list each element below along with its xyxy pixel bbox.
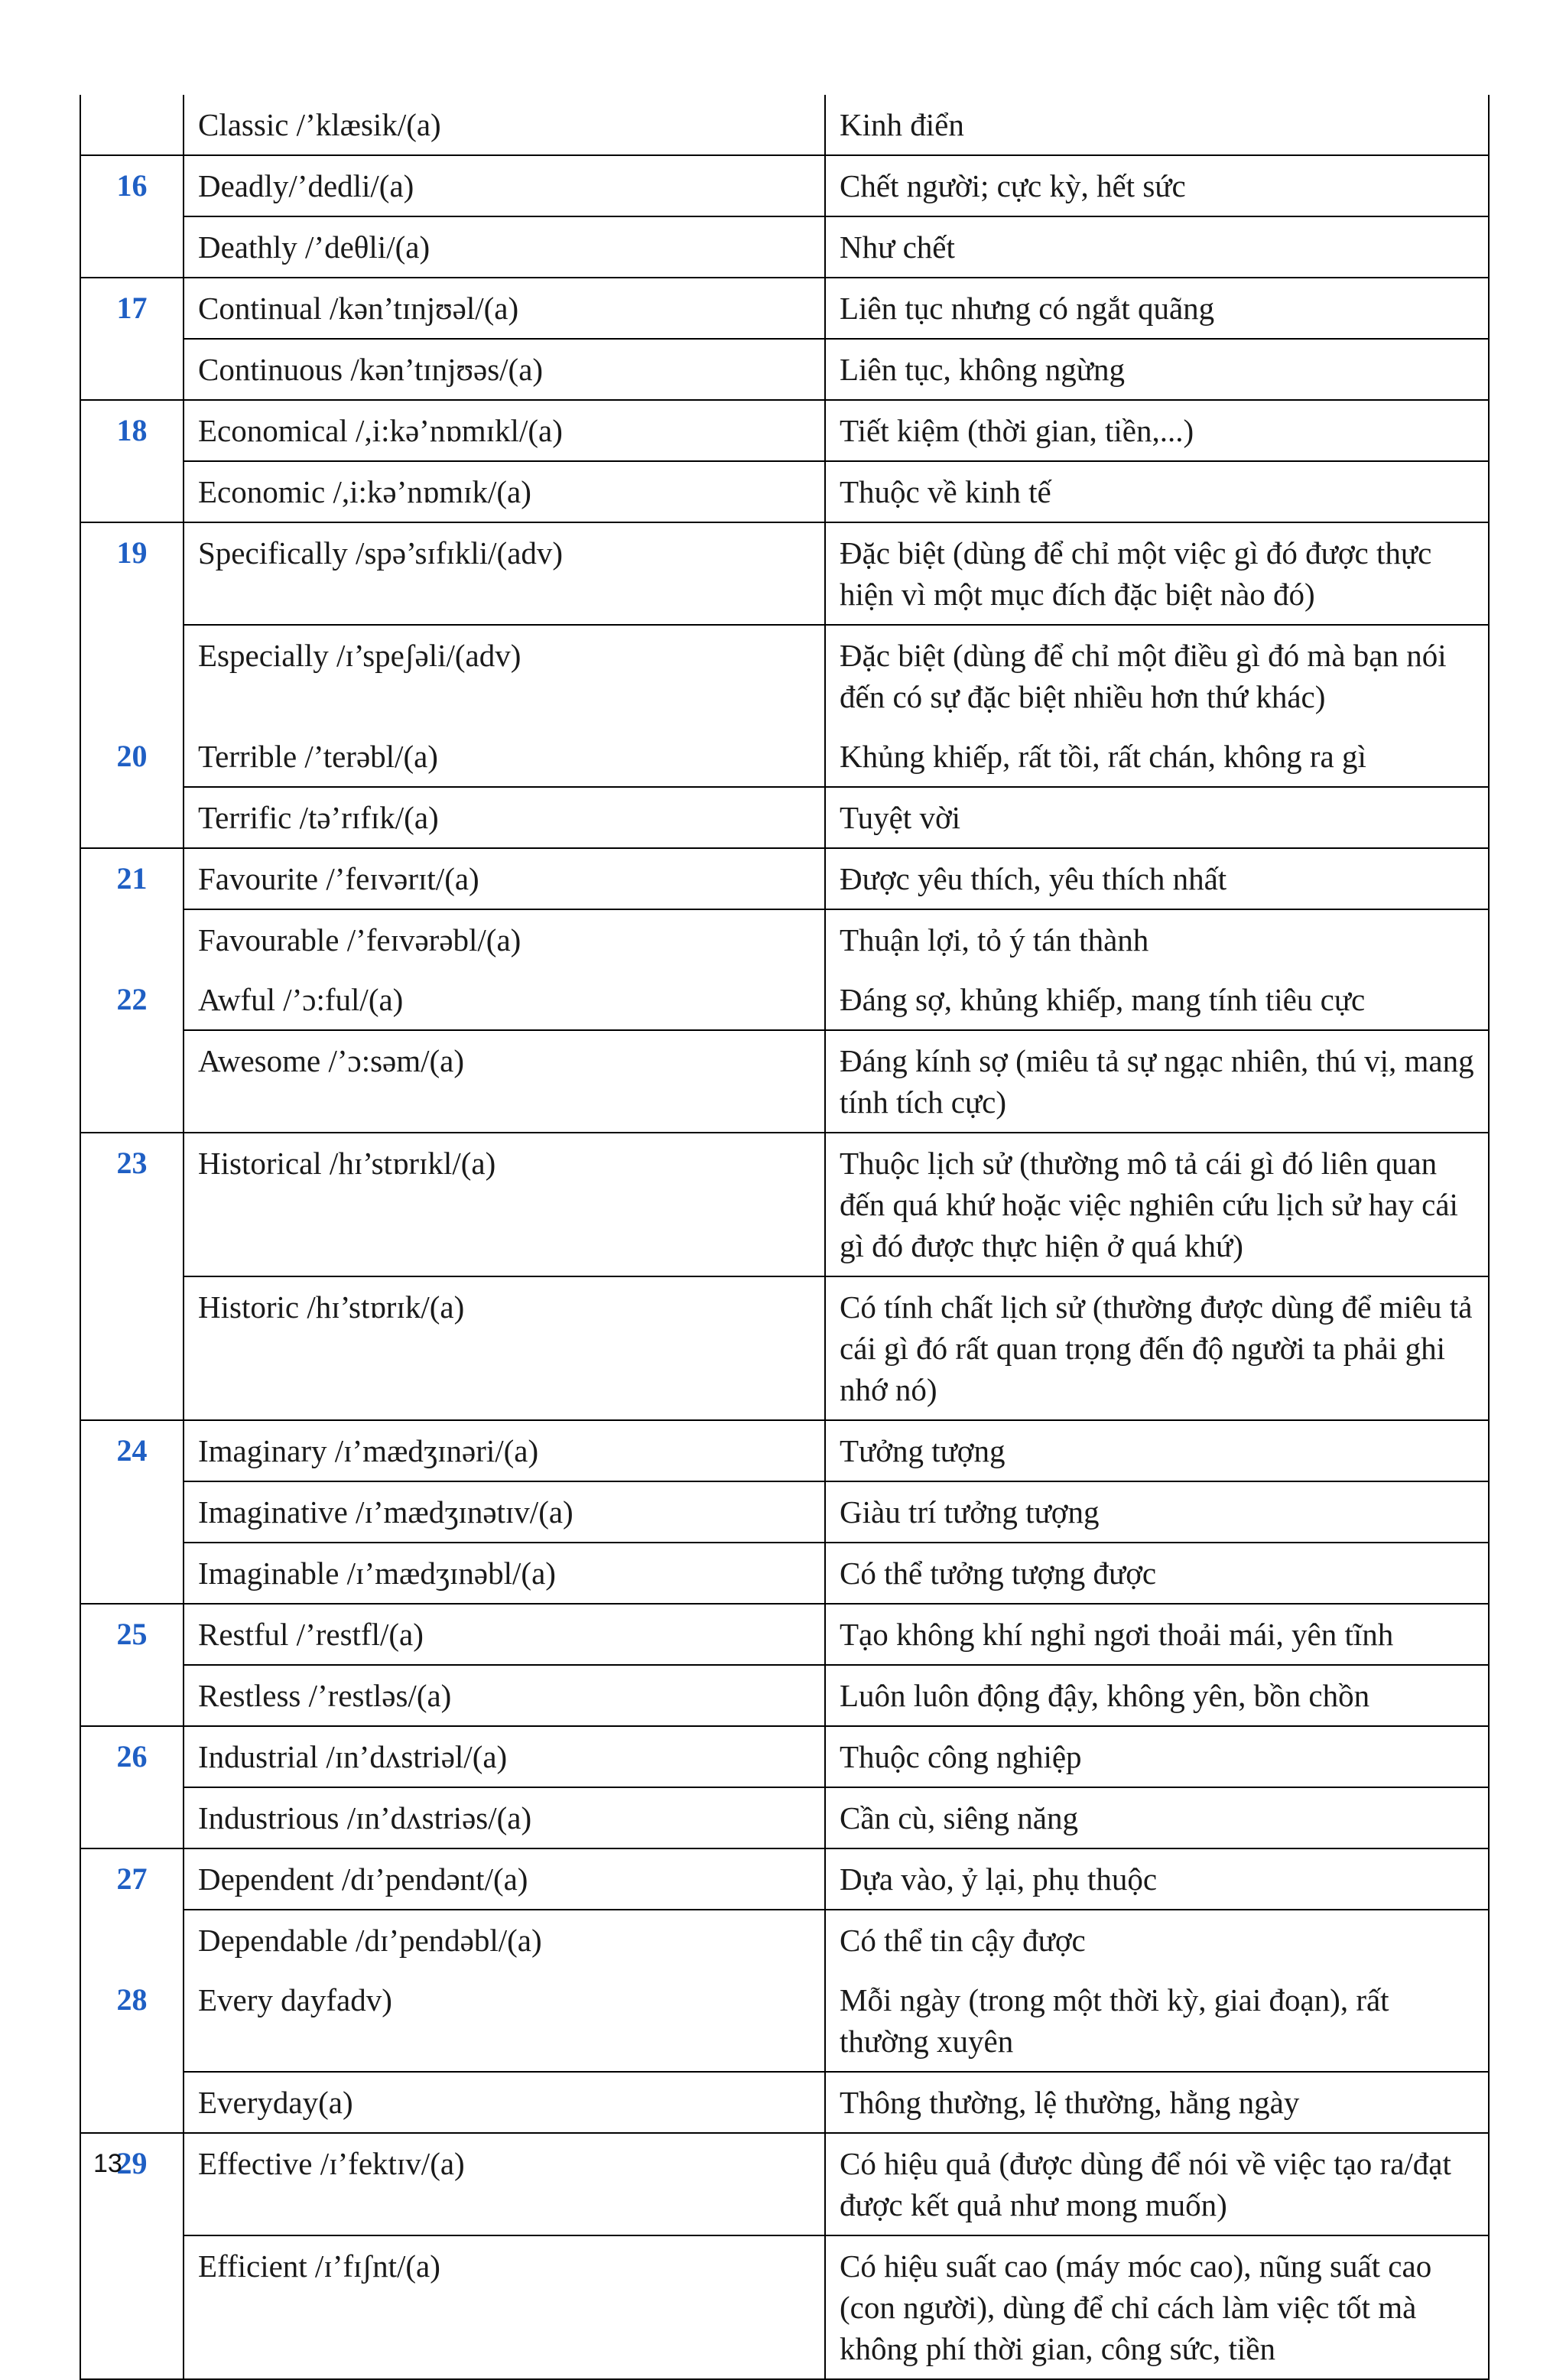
table-row: [80, 1604, 1489, 1665]
meaning-cell: Giàu trí tưởng tượng: [825, 1481, 1489, 1543]
word-cell: Everyday(a): [184, 2072, 825, 2133]
word-cell: Dependent /dɪ’pendənt/(a): [184, 1848, 825, 1910]
row-number: [80, 1665, 184, 1726]
meaning-cell: Được yêu thích, yêu thích nhất: [825, 848, 1489, 909]
table-row: [80, 848, 1489, 909]
word-cell: Historic /hɪ’stɒrɪk/(a): [184, 1276, 825, 1420]
row-number: 26: [80, 1726, 184, 1787]
meaning-cell: Có hiệu quả (được dùng để nói về việc tạo ra/đạt được kết quả như mong muốn): [825, 2133, 1489, 2235]
row-number: 28: [80, 1970, 184, 2072]
word-cell: Economic /,i:kə’nɒmɪk/(a): [184, 461, 825, 522]
meaning-cell: Tuyệt vời: [825, 787, 1489, 848]
word-cell: Awful /’ɔ:ful/(a): [184, 970, 825, 1030]
row-number: [80, 1481, 184, 1543]
word-cell: Continuous /kən’tɪnjʊəs/(a): [184, 339, 825, 400]
meaning-cell: Luôn luôn động đậy, không yên, bồn chồn: [825, 1665, 1489, 1726]
meaning-cell: Có tính chất lịch sử (thường được dùng để miêu tả cái gì đó rất quan trọng đến độ người ta phải ghi nhớ nó): [825, 1276, 1489, 1420]
word-cell: Imaginary /ɪ’mædʒɪnəri/(a): [184, 1420, 825, 1481]
table-row: [80, 1970, 1489, 2072]
row-number: 19: [80, 522, 184, 625]
row-number: [80, 2235, 184, 2379]
word-cell: Dependable /dɪ’pendəbl/(a): [184, 1910, 825, 1970]
meaning-cell: Thuộc công nghiệp: [825, 1726, 1489, 1787]
meaning-cell: Liên tục nhưng có ngắt quãng: [825, 278, 1489, 339]
row-number: [80, 625, 184, 727]
meaning-cell: Thuộc lịch sử (thường mô tả cái gì đó liên quan đến quá khứ hoặc việc nghiên cứu lịch sử hay cái gì đó được thực hiện ở quá khứ): [825, 1133, 1489, 1276]
row-number: [80, 1787, 184, 1848]
table-row: [80, 625, 1489, 727]
table-row: [80, 522, 1489, 625]
row-number: [80, 2072, 184, 2133]
meaning-cell: Tưởng tượng: [825, 1420, 1489, 1481]
page-number: 13: [93, 2149, 122, 2178]
row-number: 17: [80, 278, 184, 339]
meaning-cell: Thuận lợi, tỏ ý tán thành: [825, 909, 1489, 970]
table-row: [80, 95, 1489, 155]
word-cell: Restful /’restfl/(a): [184, 1604, 825, 1665]
table-row: [80, 461, 1489, 522]
row-number: [80, 1276, 184, 1420]
table-row: [80, 909, 1489, 970]
vocabulary-table: [80, 95, 1490, 2380]
word-cell: Classic /’klæsik/(a): [184, 95, 825, 155]
word-cell: Restless /’restləs/(a): [184, 1665, 825, 1726]
row-number: [80, 909, 184, 970]
table-row: [80, 970, 1489, 1030]
word-cell: Every dayfadv): [184, 1970, 825, 2072]
table-row: [80, 1420, 1489, 1481]
table-row: [80, 727, 1489, 787]
row-number: 18: [80, 400, 184, 461]
word-cell: Economical /,i:kə’nɒmɪkl/(a): [184, 400, 825, 461]
meaning-cell: Có thể tin cậy được: [825, 1910, 1489, 1970]
table-row: [80, 787, 1489, 848]
word-cell: Effective /ɪ’fektɪv/(a): [184, 2133, 825, 2235]
row-number: [80, 339, 184, 400]
row-number: [80, 216, 184, 278]
table-row: [80, 1543, 1489, 1604]
row-number: 24: [80, 1420, 184, 1481]
word-cell: Favourite /’feɪvərɪt/(a): [184, 848, 825, 909]
word-cell: Imaginable /ɪ’mædʒɪnəbl/(a): [184, 1543, 825, 1604]
meaning-cell: Đặc biệt (dùng để chỉ một việc gì đó được thực hiện vì một mục đích đặc biệt nào đó): [825, 522, 1489, 625]
table-row: [80, 1665, 1489, 1726]
word-cell: Specifically /spə’sɪfɪkli/(adv): [184, 522, 825, 625]
table-row: [80, 1133, 1489, 1276]
table-row: [80, 339, 1489, 400]
row-number: 27: [80, 1848, 184, 1910]
word-cell: Awesome /’ɔ:səm/(a): [184, 1030, 825, 1133]
meaning-cell: Dựa vào, ỷ lại, phụ thuộc: [825, 1848, 1489, 1910]
table-row: [80, 1910, 1489, 1970]
word-cell: Industrious /ɪn’dʌstriəs/(a): [184, 1787, 825, 1848]
table-row: [80, 1276, 1489, 1420]
word-cell: Deadly/’dedli/(a): [184, 155, 825, 216]
meaning-cell: Chết người; cực kỳ, hết sức: [825, 155, 1489, 216]
table-row: [80, 1726, 1489, 1787]
word-cell: Especially /ɪ’speʃəli/(adv): [184, 625, 825, 727]
row-number: [80, 95, 184, 155]
row-number: [80, 1543, 184, 1604]
meaning-cell: Có hiệu suất cao (máy móc cao), nũng suất cao (con người), dùng để chỉ cách làm việc tốt mà không phí thời gian, công sức, tiền: [825, 2235, 1489, 2379]
meaning-cell: Liên tục, không ngừng: [825, 339, 1489, 400]
word-cell: Terrible /’terəbl/(a): [184, 727, 825, 787]
word-cell: Historical /hɪ’stɒrɪkl/(a): [184, 1133, 825, 1276]
meaning-cell: Đáng sợ, khủng khiếp, mang tính tiêu cực: [825, 970, 1489, 1030]
row-number: [80, 1910, 184, 1970]
row-number: 20: [80, 727, 184, 787]
row-number: [80, 787, 184, 848]
meaning-cell: Tiết kiệm (thời gian, tiền,...): [825, 400, 1489, 461]
word-cell: Deathly /’deθli/(a): [184, 216, 825, 278]
meaning-cell: Mỗi ngày (trong một thời kỳ, giai đoạn), rất thường xuyên: [825, 1970, 1489, 2072]
word-cell: Favourable /’feɪvərəbl/(a): [184, 909, 825, 970]
table-row: [80, 1481, 1489, 1543]
row-number: 25: [80, 1604, 184, 1665]
table-row: [80, 278, 1489, 339]
word-cell: Efficient /ɪ’fɪʃnt/(a): [184, 2235, 825, 2379]
row-number: 21: [80, 848, 184, 909]
table-row: [80, 1787, 1489, 1848]
word-cell: Continual /kən’tɪnjʊəl/(a): [184, 278, 825, 339]
meaning-cell: Cần cù, siêng năng: [825, 1787, 1489, 1848]
row-number: [80, 461, 184, 522]
word-cell: Industrial /ɪn’dʌstriəl/(a): [184, 1726, 825, 1787]
meaning-cell: Thông thường, lệ thường, hằng ngày: [825, 2072, 1489, 2133]
table-row: [80, 2072, 1489, 2133]
row-number: [80, 1030, 184, 1133]
meaning-cell: Thuộc về kinh tế: [825, 461, 1489, 522]
table-row: [80, 216, 1489, 278]
table-row: [80, 2235, 1489, 2379]
row-number: 29: [80, 2133, 184, 2235]
table-row: [80, 1848, 1489, 1910]
table-row: [80, 2133, 1489, 2235]
row-number: 22: [80, 970, 184, 1030]
meaning-cell: Đặc biệt (dùng để chỉ một điều gì đó mà bạn nói đến có sự đặc biệt nhiều hơn thứ khác): [825, 625, 1489, 727]
word-cell: Imaginative /ɪ’mædʒɪnətɪv/(a): [184, 1481, 825, 1543]
meaning-cell: Khủng khiếp, rất tồi, rất chán, không ra gì: [825, 727, 1489, 787]
row-number: 16: [80, 155, 184, 216]
word-cell: Terrific /tə’rɪfɪk/(a): [184, 787, 825, 848]
meaning-cell: Kinh điển: [825, 95, 1489, 155]
meaning-cell: Tạo không khí nghỉ ngơi thoải mái, yên tĩnh: [825, 1604, 1489, 1665]
meaning-cell: Đáng kính sợ (miêu tả sự ngạc nhiên, thú vị, mang tính tích cực): [825, 1030, 1489, 1133]
meaning-cell: Như chết: [825, 216, 1489, 278]
row-number: 23: [80, 1133, 184, 1276]
table-row: [80, 400, 1489, 461]
table-row: [80, 155, 1489, 216]
meaning-cell: Có thể tưởng tượng được: [825, 1543, 1489, 1604]
table-row: [80, 1030, 1489, 1133]
